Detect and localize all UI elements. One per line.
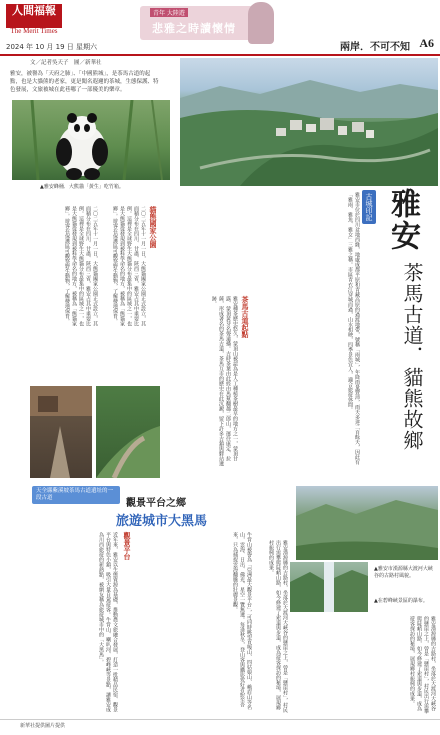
lower-title: 旅遊城市大黑馬	[116, 514, 208, 529]
ancient-road-photo-left	[30, 386, 92, 478]
banner-title: 悲雅之時讀懷情	[152, 22, 236, 35]
subhead-tea-horse-road: 茶馬古道起點	[241, 296, 249, 338]
header-rule	[0, 54, 440, 56]
lower-column-1: 近年來，雅安以生態資源為基礎，推動農文旅融合發展，打造一批精品民宿、觀景平台與特色小鎮，吸引大量自駕遊客。牛背山、喇叭河、碧峰峽等景點，讓雅安成為川西旅遊的新熱點，被網友稱為旅遊城市中的「大黑馬」。	[98, 532, 118, 712]
valley-illustration	[296, 486, 438, 560]
newspaper-logo	[6, 4, 62, 28]
banner-illustration	[248, 2, 274, 44]
article-column-4: 雅安種茶歷史悠久，蒙頂山被認為是人工種植茶樹最早的地方之一，蒙頂甘露、蒙頂黃芽名聲遠播。古時茶葉由此經由馬幫翻越二郎山，運往康定、拉薩，形成著名的茶馬古道，茶馬互市的歷史在此沉澱，留下許多古鎮與驛站遺跡。	[211, 296, 238, 466]
page-number: A6	[419, 36, 434, 50]
road-illustration-left	[30, 386, 92, 478]
logo-subtitle: The Merit Times	[10, 27, 58, 35]
article-column-2: 二〇二五年十一月一日，大熊貓國家公園正式設立，其面積分布在四川、甘肅、陝西三省，雅安占其中重要比例。這裡是全球野生大熊貓分布最集中的區域之一，也是大熊貓從發現到被科學命名的地方，被稱為「熊貓家鄉」。遊客在保護區可觀察野生動物，了解棲地保育。	[112, 206, 146, 326]
subhead-panda-park: 貓熊國家公園	[149, 206, 157, 248]
main-subtitle: 茶馬古道．貓熊故鄉	[400, 262, 424, 451]
lower-mid-heading: 觀景平台	[123, 532, 131, 560]
intro-paragraph: 雅安，被譽為「天府之肺」、「中國熊城」，是茶馬古道的起點，也是大貓熊的老家，更是聞名遐邇的茶城，生態保護、特色發展，文旅被城在此巷哪了一部優美的樂章。	[10, 71, 159, 93]
article-column-1: 雅安市位於四川盆地西緣，地處成都平原和青藏高原的過渡地帶，號稱「雨城」，年降雨量豐沛，雨天多達二百餘天，因此有「雅雨、雅魚、雅女」三雅之稱。市區青衣江穿城而過，山水相映，四季景色宜人，適合旅遊休閒。	[347, 192, 360, 465]
river-caption: ▲雅安市漢源縣大渡河大峽谷的古路村風貌。	[374, 566, 433, 579]
road-illustration-right	[96, 386, 160, 478]
waterfall-photo	[290, 562, 368, 612]
lower-column-4: 雅安漢源縣的古路村，坐落於大渡河大峽谷的懸崖之上，曾是「懸崖村」，村民出行需攀爬陡峭山路，如今修建了索道與步道，成為遊客探訪的秘境，展現鄉村振興的成果。	[409, 616, 436, 714]
lower-subheading: 觀景平台之鄉	[126, 498, 186, 509]
banner-kicker: 青年 大陸遊	[150, 8, 188, 17]
panda-caption: ▲雅安蜂桶．大熊貓「黃生」吃竹箱。	[40, 184, 124, 190]
ancient-road-photo-right	[96, 386, 160, 478]
panda-photo	[12, 100, 170, 180]
main-title: 雅安	[385, 188, 420, 252]
waterfall-caption: ▲在碧峰峽景區的瀑布。	[374, 598, 428, 604]
section-name: 兩岸．不可不知	[340, 42, 410, 53]
aerial-town-photo	[180, 58, 438, 186]
byline: 文／記者吳天子 圖／新華社	[30, 60, 102, 66]
waterfall-illustration	[290, 562, 368, 612]
lower-column-2: 牛背山被譽為「亞洲最大觀景平台」，可同時眺望貢嘎山、四姑娘山、峨眉山等名山，雲海、日出、佛光、星空一覽無遺。每逢秋冬，登山客與攝影愛好者紛至沓來，只為捕捉雲海翻騰的壯麗景觀。	[232, 532, 252, 710]
title-badge: 古城印記	[362, 190, 376, 224]
article-column-3: 二〇二五年十一月一日，大熊貓國家公園正式設立，其面積分布在四川、甘肅、陝西三省，雅安占其中重要比例。這裡是全球野生大熊貓分布最集中的區域之一，也是大熊貓從發現到被科學命名的地方，被稱為「熊貓家鄉」。遊客在保護區可觀察野生動物，了解棲地保育。	[64, 206, 98, 326]
lower-column-3: 雅安漢源縣的古路村，坐落於大渡河大峽谷的懸崖之上，曾是「懸崖村」，村民出行需攀爬陡峭山路，如今修建了索道與步道，成為遊客探訪的秘境，展現鄉村振興的成果。	[268, 540, 288, 713]
ancient-road-tag: 天全縣紫溪坡茶馬古道遺址的一段古道	[32, 486, 120, 504]
aerial-illustration	[180, 58, 438, 186]
footer-credit: 新華社提供圖片提供	[20, 723, 66, 729]
intro-block	[10, 59, 160, 94]
panda-illustration	[12, 100, 170, 180]
logo-text: 人間福報	[12, 4, 56, 17]
river-valley-photo	[296, 486, 438, 560]
footer-rule	[0, 719, 440, 720]
issue-date: 2024 年 10 月 19 日 星期六	[6, 43, 97, 51]
